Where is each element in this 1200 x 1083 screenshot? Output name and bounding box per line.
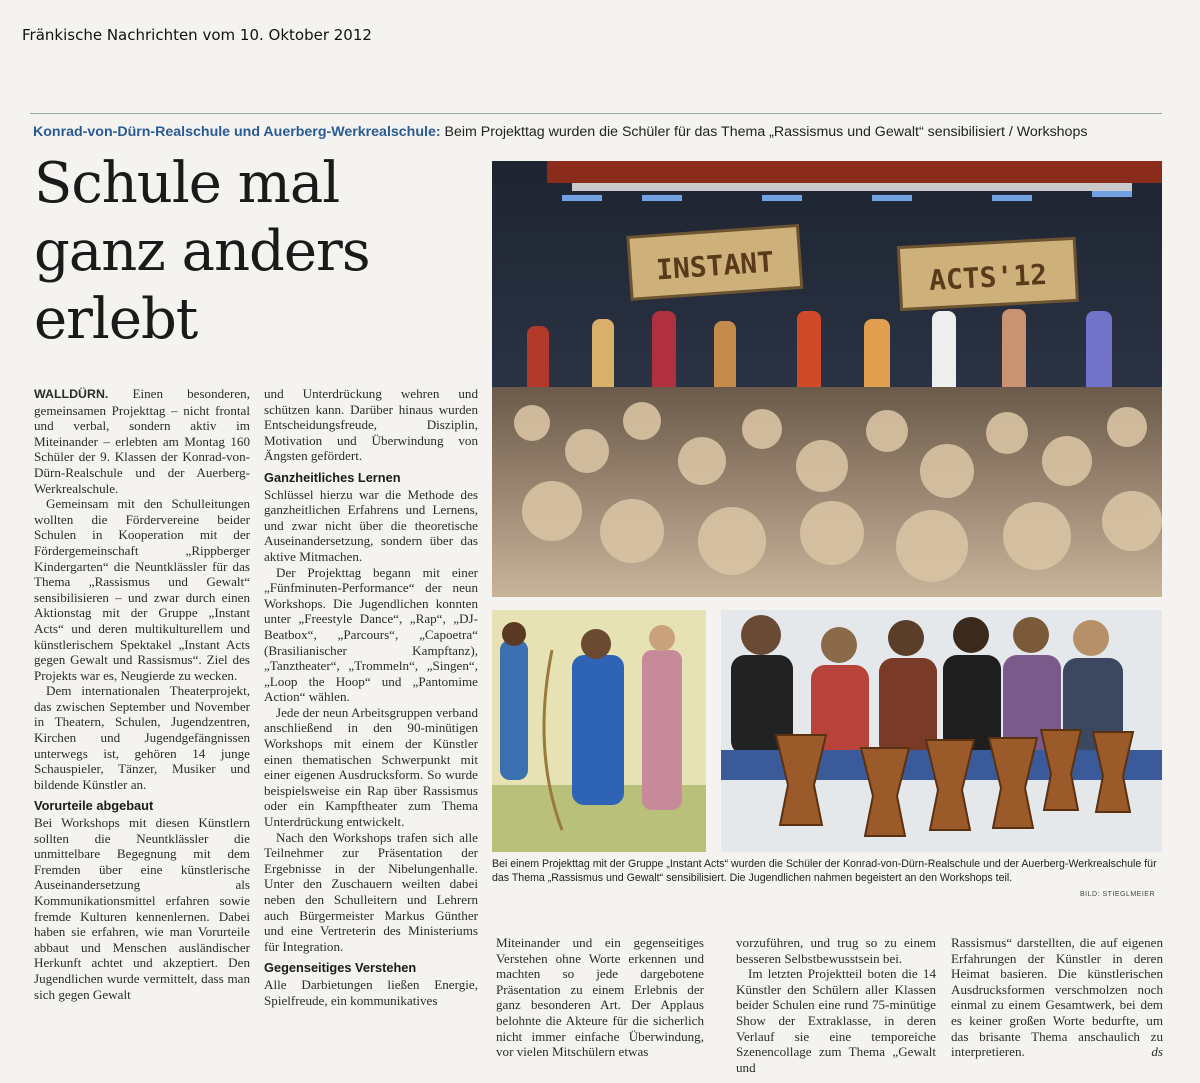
paragraph: Der Projekttag begann mit einer „Fünfminuten-Performance“ der neun Workshops. Die Jugendlichen konnten unter „Freestyle Dance“, „Rap“, „DJ-Beatbox“, „Parcours“, „Capoetra“ (Brasilianischer Kampftanz), „Tanztheater“, „Trommeln“, „Singen“, „Loop the Hoop“ und „Pantomime Action“ wählen. [264, 564, 478, 705]
article-column-4 [736, 935, 936, 1075]
paragraph [951, 935, 1163, 1060]
paragraph: Bei Workshops mit diesen Künstlern sollten die Neuntklässler die unmittelbare Begegnung mit dem Fremden über eine künstlerische Auseinandersetzung als Kommunikationsmittel erfahren sowie fremde Kulturen kennenlernen. Dabei haben sie erfahren, wie man Vorurteile abbaut und Menschen ausländischer Herkunft achtet und akzeptiert. Den Jugendlichen wurde vermittelt, dass man sich gegen Gewalt [34, 815, 250, 1002]
paragraph: Dem internationalen Theaterprojekt, das zwischen September und November in Theatern, Schulen, Jugendzentren, Kirchen und Jugendgefängnissen unterwegs ist, gehören 14 junge Schauspieler, Tänzer, Musiker und bildende Künstler an. [34, 683, 250, 792]
sign-acts: ACTS'12 [928, 257, 1048, 298]
paragraph: Gemeinsam mit den Schulleitungen wollten die Fördervereine beider Schulen in Kooperation mit der Fördergemeinschaft „Rippberger Kindergarten“ die Neuntklässler für das Thema „Rassismus und Gewalt“ sensibilisieren – und zwar durch einen Aktionstag mit der Gruppe „Instant Acts“ und deren multikulturellem und künstlerischem Spektakel „Instant Acts gegen Gewalt und Rassismus“. Ziel des Projekts war es, Neugierde zu wecken. [34, 496, 250, 683]
paragraph: Im letzten Projektteil boten die 14 Künstler den Schülern aller Klassen beider Schulen eine rund 75-minütige Show der Extraklasse, in deren Verlauf sie eine temporeiche Szenencollage zum Thema „Gewalt und [736, 966, 936, 1075]
paragraph: Jede der neun Arbeitsgruppen verband anschließend in den 90-minütigen Workshops mit einem der Künstler einen thematischen Schwerpunkt mit einer eigenen Ausdrucksform. So wurde beispielsweise ein Rap über Rassismus oder ein Kampftheater zum Thema Unterdrückung entwickelt. [264, 704, 478, 830]
paragraph: Miteinander und ein gegenseitiges Verstehen ohne Worte erkennen und machten so jede dargebotene Präsentation zu einem Erlebnis der ganz besonderen Art. Der Applaus belohnte die Akteure für die sicherlich nicht immer einfache Überwindung, vor vielen Mitschülern etwas [496, 935, 704, 1060]
top-rule [30, 113, 1162, 114]
sign-instant: INSTANT [655, 245, 776, 287]
headline-line-2: ganz anders [34, 219, 370, 284]
paragraph: Nach den Workshops trafen sich alle Teilnehmer zur Präsentation der Ergebnisse in der Nibelungenhalle. Unter den Zuschauern weilten dabei neben den Schulleitern und Lehrern auch Bürgermeister Markus Günther und eine Vertreterin des Ministeriums für Integration. [264, 829, 478, 954]
photo-caption: Bei einem Projekttag mit der Gruppe „Instant Acts“ wurden die Schüler der Konrad-von-Dürn-Realschule und der Auerberg-Werkrealschule für das Thema „Rassismus und Gewalt“ sensibilisiert. Die Jugendlichen nahmen begeistert an den Workshops teil. [492, 858, 1157, 884]
article-column-2 [264, 386, 478, 1008]
paragraph: Alle Darbietungen ließen Energie, Spielfreude, ein kommunikatives [264, 976, 478, 1008]
article-column-5 [951, 935, 1163, 1060]
source-line: Fränkische Nachrichten vom 10. Oktober 2012 [22, 26, 372, 44]
subheading: Vorurteile abgebaut [34, 798, 154, 814]
paragraph: und Unterdrückung wehren und schützen kann. Darüber hinaus wurden Entscheidungsfreude, Disziplin, Motivation und Überwindung von Ängsten gefördert. [264, 386, 478, 464]
kicker-text: Beim Projekttag wurden die Schüler für das Thema „Rassismus und Gewalt“ sensibilisiert / Workshops [440, 124, 1088, 140]
capoeira-photo-drawing [492, 610, 706, 852]
headline [34, 150, 474, 354]
kicker [33, 124, 1173, 140]
subheading: Gegenseitiges Verstehen [264, 960, 417, 976]
stage-photo-drawing [492, 161, 1162, 597]
article-column-3 [496, 935, 704, 1060]
author-signature: ds [1151, 1044, 1163, 1060]
capoeira-photo [492, 610, 706, 852]
paragraph [34, 386, 250, 496]
subheading: Ganzheitliches Lernen [264, 469, 401, 485]
paragraph-text: Einen besonderen, gemeinsamen Projekttag – nicht frontal und verbal, sondern aktiv im Miteinander – erlebten am Montag 160 Schüler der 9. Klassen der Konrad-von-Dürn-Realschule und der Auerberg-Werkrealschule. [34, 386, 250, 496]
photo-credit: BILD: STIEGLMEIER [1080, 891, 1156, 898]
drumming-photo [721, 610, 1162, 852]
headline-line-3: erlebt [34, 287, 198, 352]
headline-line-1: Schule mal [34, 151, 340, 216]
article-column-1 [34, 386, 250, 1002]
dateline: WALLDÜRN. [34, 387, 109, 401]
paragraph: Schlüssel hierzu war die Methode des ganzheitlichen Erfahrens und Lernens, und zwar nicht über die theoretische Auseinandersetzung, sondern über das aktive Mitmachen. [264, 486, 478, 564]
paragraph: vorzuführen, und trug so zu einem besseren Selbstbewusstsein bei. [736, 935, 936, 966]
stage-photo [492, 161, 1162, 597]
drumming-photo-drawing [721, 610, 1162, 852]
kicker-schools: Konrad-von-Dürn-Realschule und Auerberg-Werkrealschule: [33, 124, 441, 140]
paragraph-text: Rassismus“ darstellten, die auf eigenen Erfahrungen der Künstler in deren Heimat basieren. Die künstlerischen Ausdrucksformen verschmolzen noch einmal zu einem Gesamtwerk, bei dem es keiner großen Worte bedurfte, um das brisante Thema anschaulich zu interpretieren. [951, 935, 1163, 1060]
